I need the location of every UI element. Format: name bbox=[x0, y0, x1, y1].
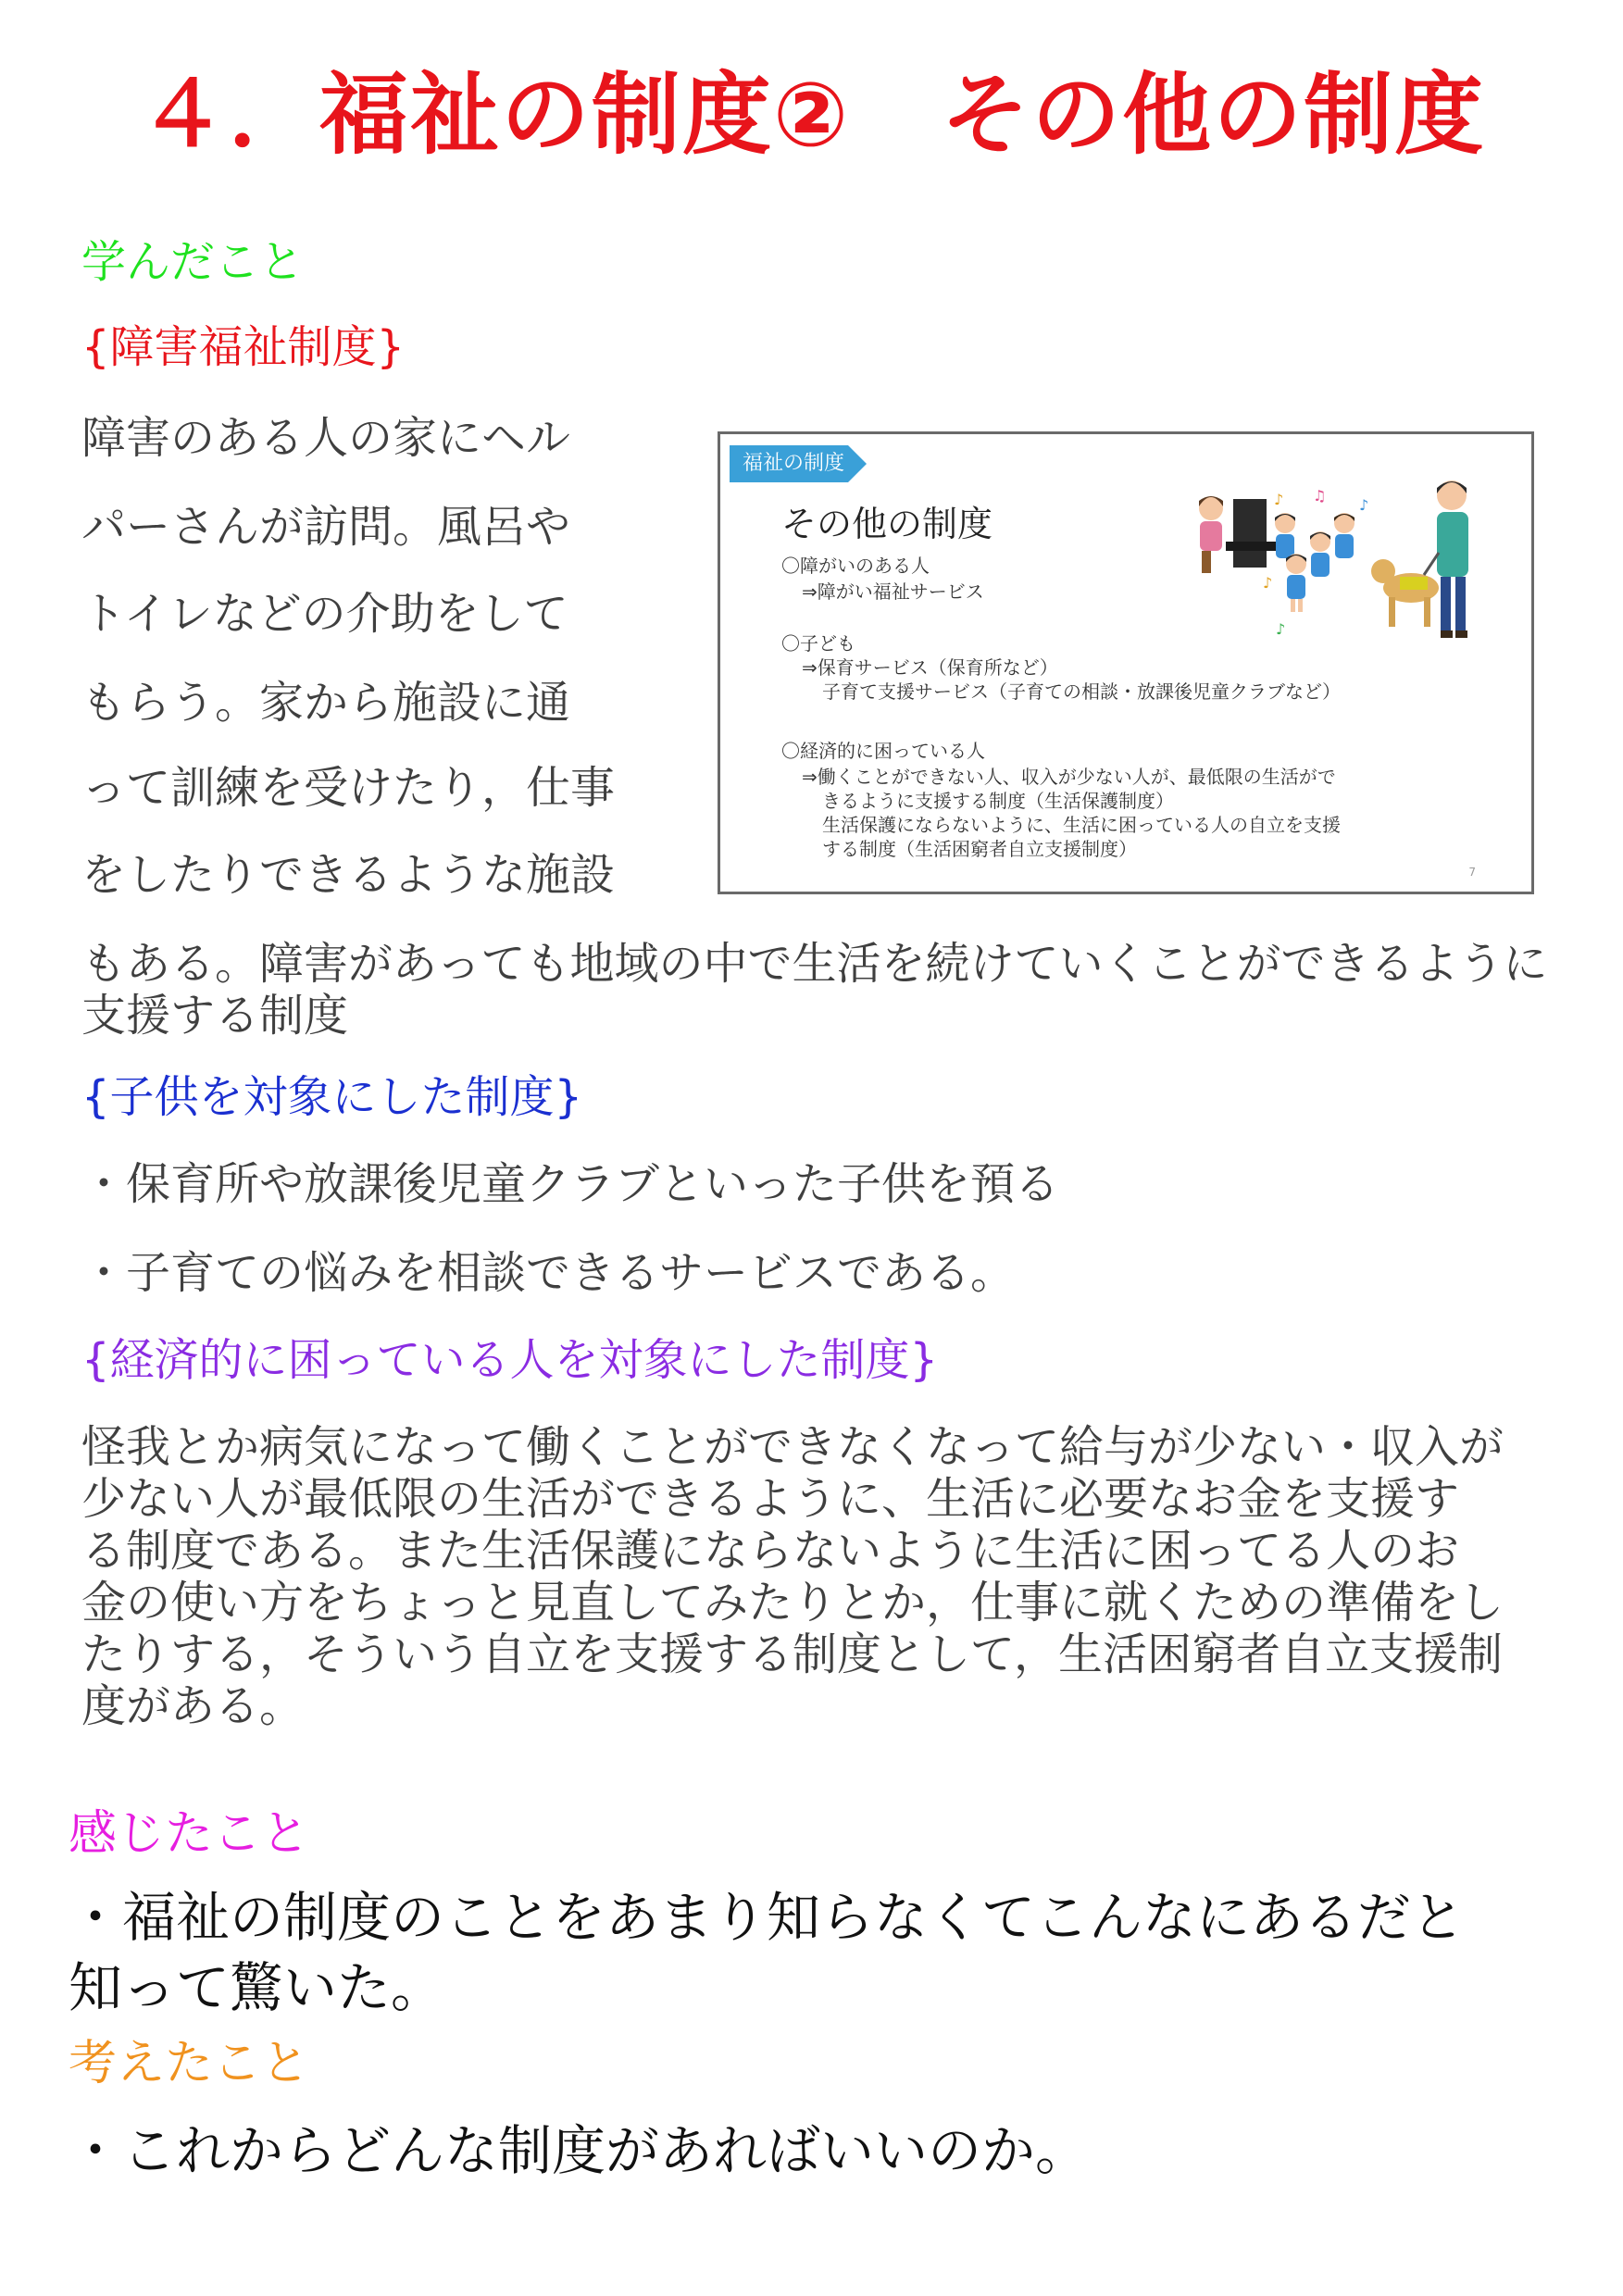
disability-line: 障害のある人の家にヘル bbox=[81, 412, 571, 464]
children-line: ・子育ての悩みを相談できるサービスである。 bbox=[81, 1247, 1016, 1299]
felt-heading: 感じたこと bbox=[69, 1806, 310, 1862]
slide-line: きるように支援する制度（生活保護制度） bbox=[822, 790, 1174, 812]
children-line: ・保育所や放課後児童クラブといった子供を預る bbox=[81, 1158, 1060, 1210]
disability-line: って訓練を受けたり，仕事 bbox=[81, 762, 616, 814]
economic-line: 怪我とか病気になって働くことができなくなって給与が少ない・収入が bbox=[81, 1421, 1504, 1473]
svg-text:♪: ♪ bbox=[1263, 574, 1273, 592]
disability-heading: {障害福祉制度} bbox=[81, 321, 406, 373]
slide-tag-arrow bbox=[848, 445, 867, 482]
slide-line: ⇒障がい福祉サービス bbox=[802, 580, 984, 603]
svg-text:♪: ♪ bbox=[1276, 620, 1286, 638]
slide-line: 〇子ども bbox=[781, 632, 855, 655]
disability-line: もらう。家から施設に通 bbox=[81, 677, 571, 729]
disability-line: 支援する制度 bbox=[81, 990, 349, 1042]
economic-line: たりする，そういう自立を支援する制度として，生活困窮者自立支援制 bbox=[81, 1628, 1504, 1680]
slide-image bbox=[718, 431, 1534, 894]
slide-heading: その他の制度 bbox=[781, 504, 993, 544]
economic-line: 少ない人が最低限の生活ができるように、生活に必要なお金を支援す bbox=[81, 1473, 1460, 1525]
learned-heading: 学んだこと bbox=[81, 236, 305, 288]
svg-text:♪: ♪ bbox=[1274, 491, 1284, 508]
svg-text:♫: ♫ bbox=[1313, 487, 1327, 505]
slide-line: ⇒働くことができない人、収入が少ない人が、最低限の生活がで bbox=[802, 766, 1336, 788]
disability-line: トイレなどの介助をして bbox=[81, 588, 568, 640]
economic-line: 金の使い方をちょっと見直してみたりとか，仕事に就くための準備をし bbox=[81, 1577, 1504, 1628]
slide-line: する制度（生活困窮者自立支援制度） bbox=[822, 838, 1137, 860]
slide-line: 〇障がいのある人 bbox=[781, 555, 930, 577]
economic-line: る制度である。また生活保護にならないように生活に困ってる人のお bbox=[81, 1525, 1460, 1577]
people-illustration-icon bbox=[1174, 468, 1526, 653]
slide-page-number: 7 bbox=[1468, 866, 1476, 879]
disability-line: をしたりできるような施設 bbox=[81, 849, 616, 901]
slide-line: 子育て支援サービス（子育ての相談・放課後児童クラブなど） bbox=[822, 680, 1341, 703]
page-title: ４．福祉の制度② その他の制度 bbox=[137, 63, 1486, 167]
economic-heading: {経済的に困っている人を対象にした制度} bbox=[81, 1334, 939, 1386]
slide-line: 〇経済的に困っている人 bbox=[781, 740, 985, 762]
felt-line: ・福祉の制度のことをあまり知らなくてこんなにあるだと bbox=[69, 1886, 1466, 1949]
children-heading: {子供を対象にした制度} bbox=[81, 1071, 583, 1123]
slide-line: ⇒保育サービス（保育所など） bbox=[802, 656, 1058, 679]
thought-heading: 考えたこと bbox=[69, 2036, 310, 2091]
slide-tag: 福祉の制度 bbox=[730, 445, 848, 482]
svg-text:♪: ♪ bbox=[1359, 496, 1369, 514]
disability-line: もある。障害があっても地域の中で生活を続けていくことができるように bbox=[81, 938, 1548, 990]
disability-line: パーさんが訪問。風呂や bbox=[81, 501, 571, 553]
economic-line: 度がある。 bbox=[81, 1680, 305, 1732]
slide-line: 生活保護にならないように、生活に困っている人の自立を支援 bbox=[822, 814, 1341, 836]
thought-line: ・これからどんな制度があればいいのか。 bbox=[69, 2119, 1090, 2182]
felt-line: 知って驚いた。 bbox=[69, 1956, 445, 2019]
